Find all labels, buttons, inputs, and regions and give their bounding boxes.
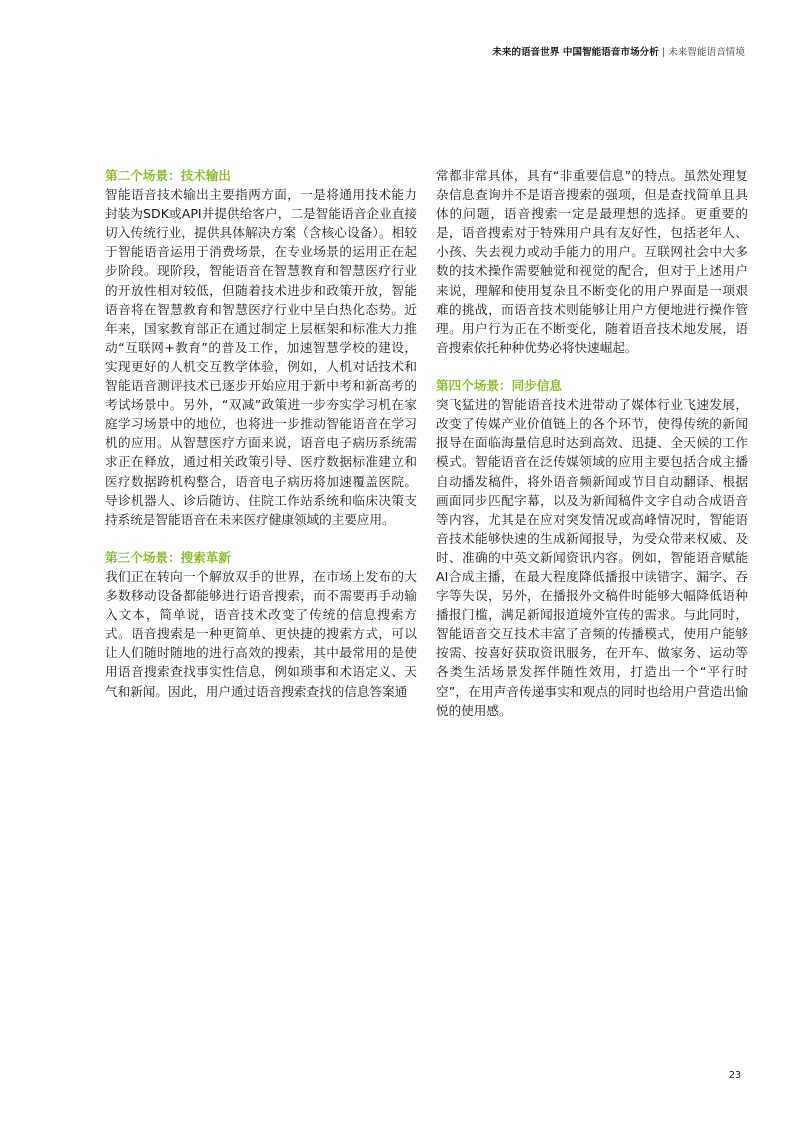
section-heading: 第三个场景：搜索革新	[105, 549, 231, 565]
section-paragraph: 突飞猛进的智能语音技术进带动了媒体行业飞速发展，改变了传媒产业价值链上的各个环节，使得传统的新闻报导在面临海量信息时达到高效、迅捷、全天候的工作模式。智能语音在泛传媒领域的应用主要包括合成主播自动播发稿件，将外语音频新闻或节目自动翻译、根据画面同步匹配字幕，以及为新闻稿件文字自动合成语音等内容，尤其是在应对突发情况或高峰情况时，智能语音技术能够快速的生成新闻报导，为受众带来权威、及时、准确的中英文新闻资讯内容。例如，智能语音赋能AI合成主播，在最大程度降低播报中读错字、漏字、吞字等失误，另外，在播报外文稿件时能够大幅降低语种播报门槛，满足新闻报道境外宣传的需求。与此同时，智能语音交互技术丰富了音频的传播模式，使用户能够按需、按喜好获取资讯服务，在开车、做家务、运动等各类生活场景发挥伴随性效用，打造出一个“平行时空”，在用声音传递事实和观点的同时也给用户营造出愉悦的使用感。	[436, 397, 748, 718]
section-continuation	[436, 166, 748, 357]
section-search-innovation	[105, 548, 417, 701]
right-column	[436, 166, 748, 720]
continuation-paragraph: 常都非常具体，具有“非重要信息”的特点。虽然处理复杂信息查询并不是语音搜索的强项，但是查找简单且具体的问题，语音搜索一定是最理想的选择。更重要的是，语音搜索对于特殊用户具有友好性，包括老年人、小孩、失去视力或动手能力的用户。互联网社会中大多数的技术操作需要触觉和视觉的配合，但对于上述用户来说，理解和使用复杂且不断变化的用户界面是一项艰难的挑战，而语音技术则能够让用户方便地进行操作管理。用户行为正在不断变化，随着语音技术地发展，语音搜索依托种种优势必将快速崛起。	[436, 168, 748, 355]
running-header	[492, 44, 745, 58]
left-column	[105, 166, 417, 701]
page-number: 23	[728, 1070, 741, 1081]
section-paragraph: 智能语音技术输出主要指两方面，一是将通用技术能力封装为SDK或API并提供给客户，二是智能语音企业直接切入传统行业，提供具体解决方案（含核心设备）。相较于智能语音运用于消费场景，在专业场景的运用正在起步阶段。现阶段，智能语音在智慧教育和智慧医疗行业的开放性相对较低，但随着技术进步和政策开放，智能语音将在智慧教育和智慧医疗行业中呈白热化态势。近年来，国家教育部正在通过制定上层框架和标准大力推动“互联网+教育”的普及工作，加速智慧学校的建设，实现更好的人机交互教学体验，例如，人机对话技术和智能语音测评技术已逐步开始应用于新中考和新高考的考试场景中。另外，“双减”政策进一步夯实学习机在家庭学习场景中的地位，也将进一步推动智能语音在学习机的应用。从智慧医疗方面来说，语音电子病历系统需求正在释放，通过相关政策引导、医疗数据标准建立和医疗数据跨机构整合，语音电子病历将加速覆盖医院。导诊机器人、诊后随访、住院工作站系统和临床决策支持系统是智能语音在未来医疗健康领域的主要应用。	[105, 187, 417, 527]
header-subtitle: 未来智能语音情境	[668, 47, 745, 58]
section-tech-output	[105, 166, 417, 529]
header-separator: |	[661, 47, 666, 58]
section-heading: 第四个场景：同步信息	[436, 378, 562, 394]
header-title: 未来的语音世界 中国智能语音市场分析	[492, 47, 659, 58]
section-heading: 第二个场景：技术输出	[105, 168, 231, 183]
section-paragraph: 我们正在转向一个解放双手的世界，在市场上发布的大多数移动设备都能够进行语音搜索，而不需要再手动输入文本，简单说，语音技术改变了传统的信息搜索方式。语音搜索是一种更简单、更快捷的搜索方式，可以让人们随时随地的进行高效的搜索，其中最常用的是使用语音搜索查找事实性信息，例如琐事和术语定义、天气和新闻。因此，用户通过语音搜索查找的信息答案通	[105, 568, 417, 699]
section-sync-info	[436, 376, 748, 720]
